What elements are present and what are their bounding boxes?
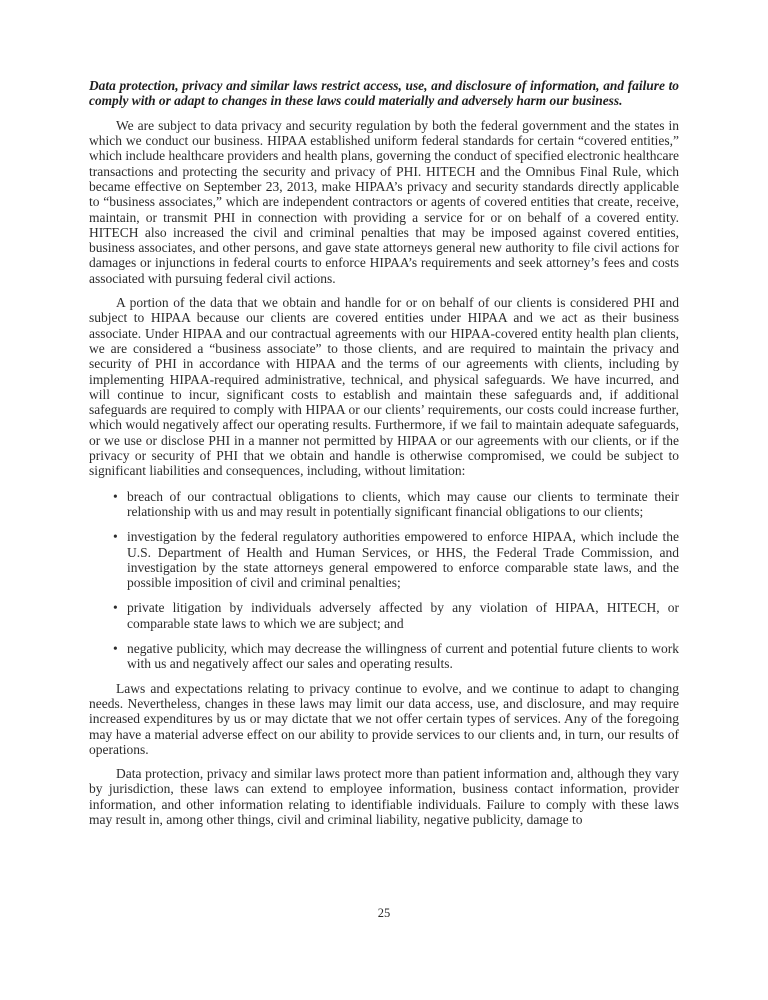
bullet-breach-of-obligations: • breach of our contractual obligations to clients, which may cause our clients to terminate their relationship with us and may result in potentially significant financial obligations to our clients; — [89, 489, 679, 520]
paragraph-hipaa-regulation: We are subject to data privacy and security regulation by both the federal government and the states in which we conduct our business. HIPAA established uniform federal standards for certain “covered entities,” which include healthcare providers and health plans, governing the conduct of specified electronic healthcare transactions and protecting the security and privacy of PHI. HITECH and the Omnibus Final Rule, which became effective on September 23, 2013, make HIPAA’s privacy and security standards directly applicable to “business associates,” which are independent contractors or agents of covered entities that create, receive, maintain, or transmit PHI in connection with providing a service for or on behalf of a covered entity. HITECH also increased the civil and criminal penalties that may be imposed against covered entities, business associates, and other persons, and gave state attorneys general new authority to file civil actions for damages or injunctions in federal courts to enforce HIPAA’s requirements and seek attorney’s fees and costs associated with pursuing federal civil actions. — [89, 117, 680, 286]
paragraph-beyond-patient-info: Data protection, privacy and similar laws protect more than patient information and, although they vary by jurisdiction, these laws can extend to employee information, business contact information, provider information, and other information relating to identifiable individuals. Failure to comply with these laws may result in, among other things, civil and criminal liability, negative publicity, damage to — [89, 766, 679, 827]
bullet-federal-investigation: • investigation by the federal regulatory authorities empowered to enforce HIPAA, which include the U.S. Department of Health and Human Services, or HHS, the Federal Trade Commission, and investigation by the state attorneys general empowered to enforce comparable state laws, and the possible imposition of civil and criminal penalties; — [89, 529, 679, 590]
bullet-private-litigation: • private litigation by individuals adversely affected by any violation of HIPAA, HITECH, or comparable state laws to which we are subject; and — [89, 600, 679, 631]
risk-factor-heading: Data protection, privacy and similar laws restrict access, use, and disclosure of information, and failure to comply with or adapt to changes in these laws could materially and adversely harm our business. — [89, 78, 679, 109]
paragraph-evolving-laws: Laws and expectations relating to privacy continue to evolve, and we continue to adapt to changing needs. Nevertheless, changes in these laws may limit our data access, use, and disclosure, and may require increased expenditures by us or may dictate that we not offer certain types of services. Any of the foregoing may have a material adverse effect on our ability to provide services to our clients and, in turn, our results of operations. — [89, 680, 679, 757]
bullet-negative-publicity: • negative publicity, which may decrease the willingness of current and potential future clients to work with us and negatively affect our sales and operating results. — [89, 641, 679, 672]
page-number: 25 — [377, 906, 391, 920]
paragraph-business-associate: A portion of the data that we obtain and handle for or on behalf of our clients is considered PHI and subject to HIPAA because our clients are covered entities under HIPAA and we act as their business associate. Under HIPAA and our contractual agreements with our HIPAA-covered entity health plan clients, we are considered a “business associate” to those clients, and are required to maintain the privacy and security of PHI in accordance with HIPAA and the terms of our agreements with clients, including by implementing HIPAA-required administrative, technical, and physical safeguards. We have incurred, and will continue to incur, significant costs to establish and maintain these safeguards and, if additional safeguards are required to comply with HIPAA or our clients’ requirements, our costs could increase further, which would negatively affect our operating results. Furthermore, if we fail to maintain adequate safeguards, or we use or disclose PHI in a manner not permitted by HIPAA or our agreements with our clients, or if the privacy or security of PHI that we obtain and handle is otherwise compromised, we could be subject to significant liabilities and consequences, including, without limitation: — [89, 295, 679, 479]
text-block — [89, 78, 679, 827]
consequences-bullet-list — [89, 489, 679, 672]
